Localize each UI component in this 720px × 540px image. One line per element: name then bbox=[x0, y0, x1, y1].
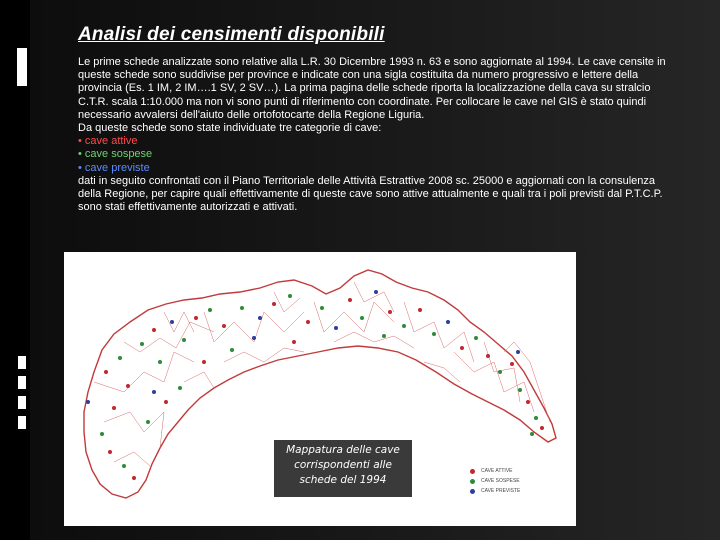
legend-label: CAVE ATTIVE bbox=[481, 468, 513, 474]
categories-intro: Da queste schede sono state individuate tre categorie di cave: bbox=[78, 122, 382, 135]
accent-bar bbox=[18, 376, 26, 389]
legend-label: CAVE SOSPESE bbox=[481, 478, 520, 484]
legend-dot-icon bbox=[470, 479, 475, 484]
intro-paragraph: Le prime schede analizzate sono relative alla L.R. 30 Dicembre 1993 n. 63 e sono aggiornate al 1994. Le cave censite in queste schede sono suddivise per province e indicate con una sigla costituita da numero progressivo e lettere della provincia (Es. 1 IM, 2 IM….1 SV, 2 SV…). La prima pagina delle schede riporta la localizzazione della cava su stralcio C.T.R. scala 1:10.000 ma non vi sono punti di riferimento con coordinate. Per collocare le cave nel GIS è stato quindi necessario avvalersi dell'aiuto delle ortofotocarte della Regione Liguria. bbox=[78, 56, 666, 121]
caption-line: schede del 1994 bbox=[299, 474, 387, 486]
category-active: • cave attive bbox=[78, 135, 138, 148]
accent-bar bbox=[17, 48, 27, 86]
legend-item bbox=[470, 486, 565, 496]
legend-item bbox=[470, 476, 565, 486]
slide-body bbox=[78, 56, 668, 214]
map-caption bbox=[274, 440, 412, 497]
legend-item bbox=[470, 466, 565, 476]
category-planned: • cave previste bbox=[78, 161, 150, 174]
category-suspended: • cave sospese bbox=[78, 148, 153, 161]
map-legend bbox=[470, 466, 565, 496]
legend-dot-icon bbox=[470, 489, 475, 494]
accent-bar bbox=[18, 416, 26, 429]
caption-line: Mappatura delle cave bbox=[286, 444, 400, 456]
legend-label: CAVE PREVISTE bbox=[481, 488, 521, 494]
slide-title: Analisi dei censimenti disponibili bbox=[78, 24, 385, 45]
legend-dot-icon bbox=[470, 469, 475, 474]
closing-paragraph: dati in seguito confrontati con il Piano Territoriale delle Attività Estrattive 2008 sc. 25000 e aggiornati con la consulenza della Regione, per capire quali effettivamente di queste cave sono attive attualmente e quali tra i poli previsti dal P.T.C.P. sono stati effettivamente autorizzati e attivati. bbox=[78, 174, 663, 214]
caption-line: corrispondenti alle bbox=[294, 459, 392, 471]
accent-bar bbox=[18, 396, 26, 409]
accent-bar bbox=[18, 356, 26, 369]
